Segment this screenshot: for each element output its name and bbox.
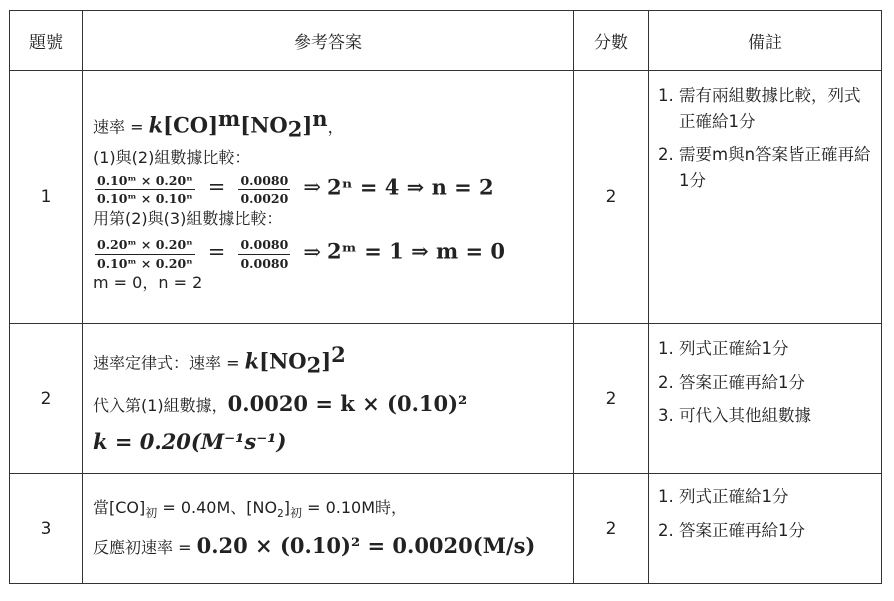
header-answer: 參考答案 (83, 11, 574, 71)
rate-expression: 速率 = $k[CO]^m[NO_2]^n$， (93, 105, 344, 142)
note-item: 2. 答案正確再給1分 (679, 370, 871, 396)
row-number: 3 (10, 474, 83, 584)
answer-cell (83, 324, 574, 474)
k-result: k = 0.20(M⁻¹s⁻¹) (93, 428, 287, 454)
row-number: 2 (10, 324, 83, 474)
row-score: 2 (574, 324, 649, 474)
row-number: 1 (10, 71, 83, 324)
equation-1: $\frac{\text{0.10ᵐ × 0.20ⁿ}}{\text{0.10ᵐ × 0.10ⁿ}}$ = $\frac{0.0080}{0.0020}$ ⇒ 2ⁿ = 4 ⇒ n = 2 (97, 172, 494, 207)
rate-law: 速率定律式：速率 = $k[NO_2]^2$ (93, 341, 346, 378)
row-score: 2 (574, 474, 649, 584)
initial-conditions: 當$[CO]_初 = 0.40M$、$[NO_2]_初 = 0.10M$時， (93, 497, 408, 520)
note-item: 2. 答案正確再給1分 (679, 518, 871, 544)
substitution: 代入第(1)組數據，0.0020 = k × (0.10)² (93, 390, 468, 416)
note-item: 3. 可代入其他組數據 (679, 403, 871, 429)
equation-2: $\frac{\text{0.20ᵐ × 0.20ⁿ}}{\text{0.10ᵐ × 0.20ⁿ}}$ = $\frac{0.0080}{0.0080}$ ⇒ 2ᵐ = 1 ⇒ m = 0 (97, 236, 506, 271)
table-row (10, 474, 882, 584)
notes-cell (649, 71, 882, 324)
fraction: $\frac{0.0080}{0.0080}$ (240, 236, 289, 271)
final-answer: m = 0，n = 2 (93, 273, 203, 293)
notes-cell (649, 324, 882, 474)
header-number: 題號 (10, 11, 83, 71)
note-item: 1. 列式正確給1分 (679, 484, 871, 510)
notes-list (659, 484, 871, 543)
header-row (10, 11, 882, 71)
notes-list (659, 336, 871, 429)
table-row (10, 71, 882, 324)
note-item: 2. 需要m與n答案皆正確再給1分 (679, 142, 871, 193)
compare-2-label: 用第(2)與(3)組數據比較： (93, 208, 283, 228)
fraction: $\frac{\text{0.20ᵐ × 0.20ⁿ}}{\text{0.10ᵐ × 0.20ⁿ}}$ (97, 236, 193, 271)
fraction: $\frac{0.0080}{0.0020}$ (240, 172, 289, 207)
note-item: 1. 列式正確給1分 (679, 336, 871, 362)
fraction: $\frac{\text{0.10ᵐ × 0.20ⁿ}}{\text{0.10ᵐ × 0.10ⁿ}}$ (97, 172, 193, 207)
initial-rate: 反應初速率 = 0.20 × (0.10)² = 0.0020(M/s) (93, 532, 536, 558)
notes-list (659, 83, 871, 193)
header-notes: 備註 (649, 11, 882, 71)
answer-table (9, 10, 882, 584)
compare-1-label: (1)與(2)組數據比較： (93, 147, 251, 167)
notes-cell (649, 474, 882, 584)
answer-cell (83, 474, 574, 584)
answer-cell (83, 71, 574, 324)
table-row (10, 324, 882, 474)
header-score: 分數 (574, 11, 649, 71)
note-item: 1. 需有兩組數據比較，列式正確給1分 (679, 83, 871, 134)
row-score: 2 (574, 71, 649, 324)
